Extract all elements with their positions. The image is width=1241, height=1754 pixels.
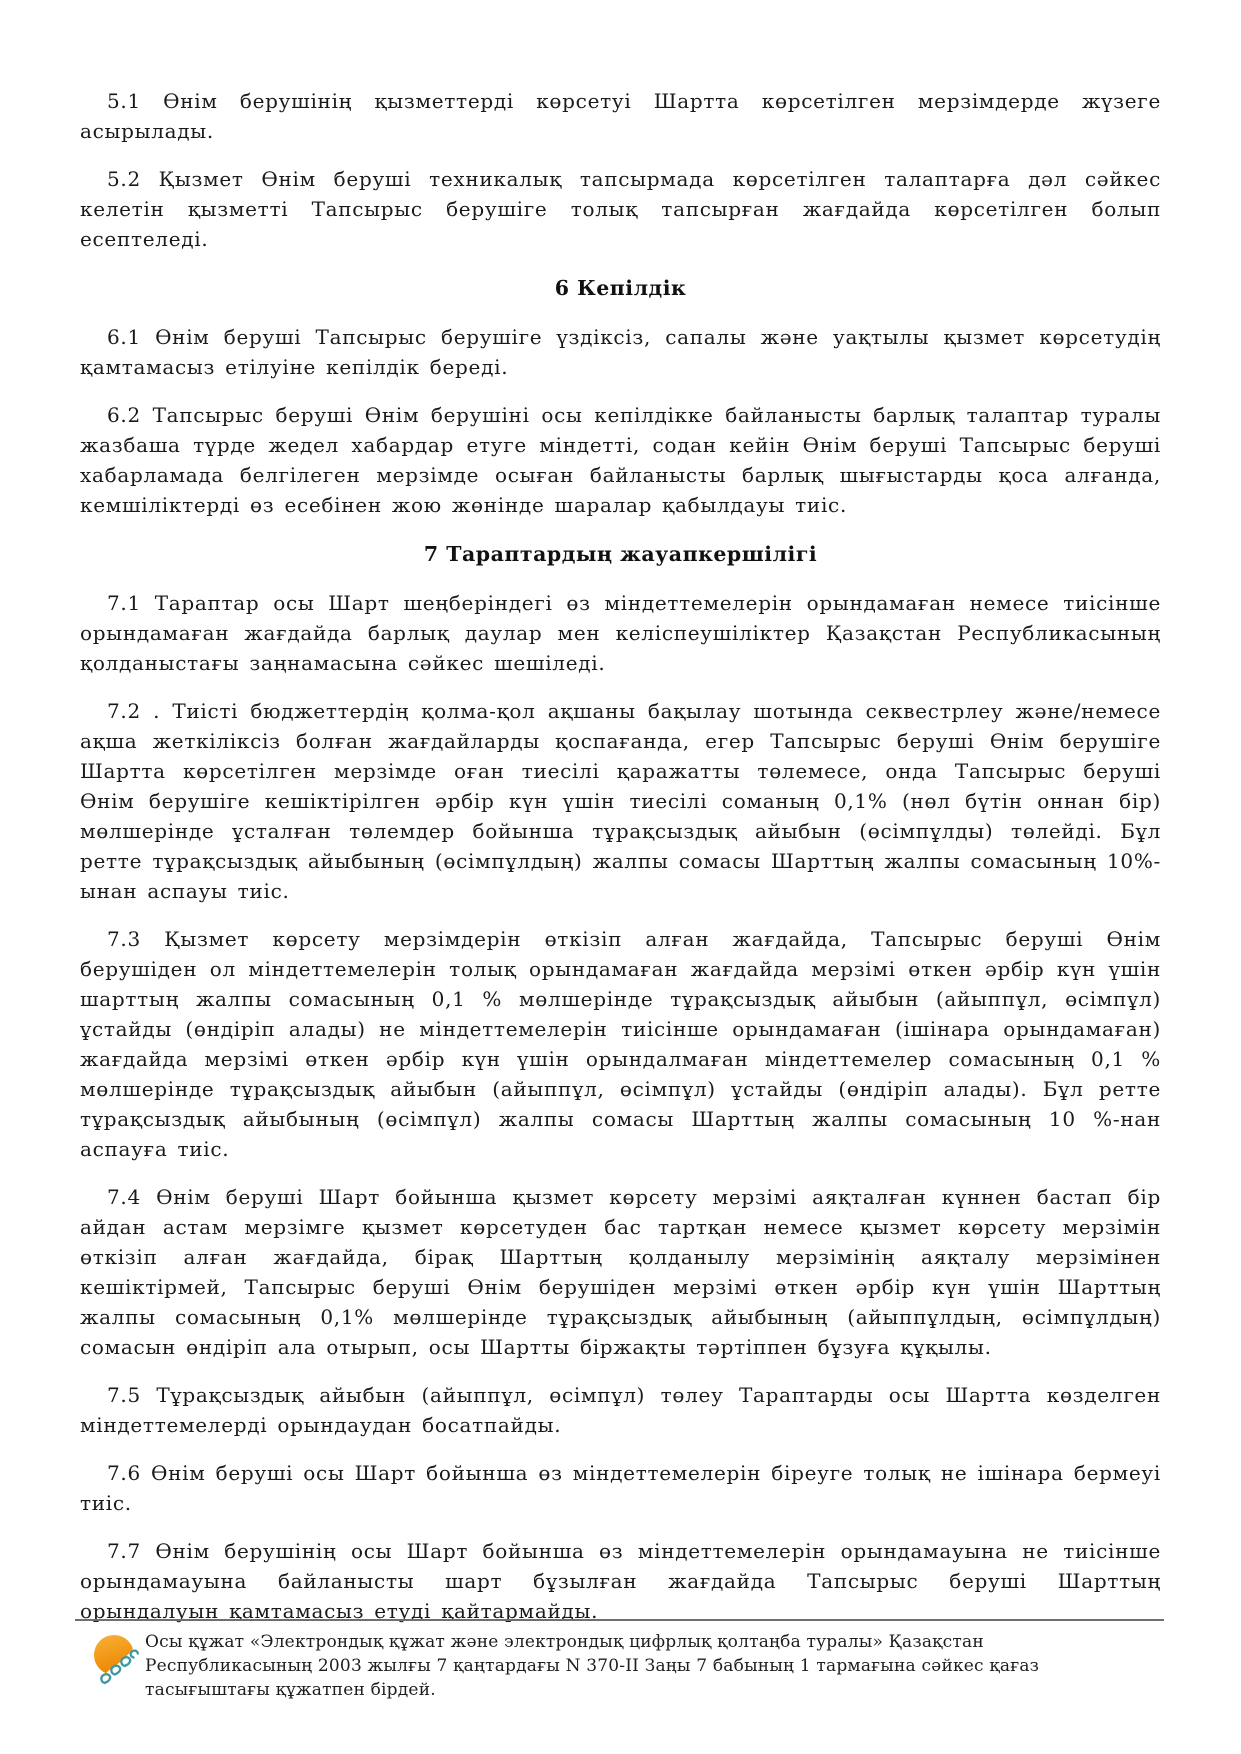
footer-note — [145, 1630, 1040, 1702]
document-body — [80, 86, 1161, 1644]
paragraph: 7.7 Өнім берушінің осы Шарт бойынша өз міндеттемелерін орындамауына не тиісінше орындамауына байланысты шарт бұзылған жағдайда Тапсырыс беруші Шарттың орындалуын қамтамасыз етуді қайтармайды. — [80, 1539, 1161, 1623]
footer-note-line: Осы құжат «Электрондық құжат және электрондық цифрлық қолтаңба туралы» Қазақстан — [145, 1632, 984, 1652]
paragraph: 7.3 Қызмет көрсету мерзімдерін өткізіп алған жағдайда, Тапсырыс беруші Өнім берушіден ол міндеттемелерін толық орындамаған жағдайда мерзімі өткен әрбір күн үшін шарттың жалпы сомасының 0,1 % мөлшерінде тұрақсыздық айыбын (айыппұл, өсімпұл) ұстайды (өндіріп алады) не міндеттемелерін тиісінше орындамаған (ішінара орындамаған) жағдайда мерзімі өткен әрбір күн үшін орындалмаған міндеттемелер сомасының 0,1 % мөлшерінде тұрақсыздық айыбын (айыппұл, өсімпұл) ұстайды (өндіріп алады). Бұл ретте тұрақсыздық айыбының (өсімпұл) жалпы сомасы Шарттың жалпы сомасының 10 %-нан аспауға тиіс. — [80, 927, 1161, 1161]
section-heading: 6 Кепілдік — [554, 276, 687, 300]
egov-stamp-icon — [93, 1634, 139, 1688]
paragraph: 7.6 Өнім беруші осы Шарт бойынша өз міндеттемелерін біреуге толық не ішінара бермеуі тиіс. — [80, 1461, 1161, 1515]
paragraph: 5.2 Қызмет Өнім беруші техникалық тапсырмада көрсетілген талаптарға дәл сәйкес келетін қызметті Тапсырыс берушіге толық тапсырған жағдайда көрсетілген болып есептеледі. — [80, 167, 1161, 251]
paragraph: 5.1 Өнім берушінің қызметтерді көрсетуі Шартта көрсетілген мерзімдерде жүзеге асырылады. — [80, 89, 1161, 143]
section-heading: 7 Тараптардың жауапкершілігі — [423, 542, 818, 566]
paragraph: 7.4 Өнім беруші Шарт бойынша қызмет көрсету мерзімі аяқталған күннен бастап бір айдан астам мерзімге қызмет көрсетуден бас тартқан немесе қызмет көрсету мерзімін өткізіп алған жағдайда, бірақ Шарттың қолданылу мерзімінің аяқталу мерзімінен кешіктірмей, Тапсырыс беруші Өнім берушіден мерзімі өткен әрбір күн үшін Шарттың жалпы сомасының 0,1% мөлшерінде тұрақсыздық айыбының (айыппұлдың, өсімпұлдың) сомасын өндіріп ала отырып, осы Шартты біржақты тәртіппен бұзуға құқылы. — [80, 1185, 1161, 1359]
footer-note-line: Республикасының 2003 жылғы 7 қаңтардағы N 370-II Заңы 7 бабының 1 тармағына сәйкес қағаз — [145, 1656, 1040, 1676]
footer-divider — [75, 1619, 1164, 1621]
footer-note-line: тасығыштағы құжатпен бірдей. — [145, 1680, 436, 1700]
footer — [75, 1619, 1164, 1702]
paragraph: 7.2 . Тиісті бюджеттердің қолма-қол ақшаны бақылау шотында секвестрлеу және/немесе ақша жеткіліксіз болған жағдайларды қоспағанда, егер Тапсырыс беруші Өнім берушіге Шартта көрсетілген мерзімде оған тиесілі қаражатты төлемесе, онда Тапсырыс беруші Өнім берушіге кешіктірілген әрбір күн үшін тиесілі соманың 0,1% (нөл бүтін оннан бір) мөлшерінде ұсталған төлемдер бойынша тұрақсыздық айыбын (өсімпұлды) төлейді. Бұл ретте тұрақсыздық айыбының (өсімпұлдың) жалпы сомасы Шарттың жалпы сомасының 10%-ынан аспауы тиіс. — [80, 699, 1161, 903]
paragraph: 6.1 Өнім беруші Тапсырыс берушіге үздіксіз, сапалы және уақтылы қызмет көрсетудің қамтамасыз етілуіне кепілдік береді. — [80, 325, 1161, 379]
paragraph: 7.1 Тараптар осы Шарт шеңберіндегі өз міндеттемелерін орындамаған немесе тиісінше орындамаған жағдайда барлық даулар мен келіспеушіліктер Қазақстан Республикасының қолданыстағы заңнамасына сәйкес шешіледі. — [80, 591, 1161, 675]
paragraph: 7.5 Тұрақсыздық айыбын (айыппұл, өсімпұл) төлеу Тараптарды осы Шартта көзделген міндеттемелерді орындаудан босатпайды. — [80, 1383, 1161, 1437]
footer-row — [75, 1630, 1164, 1702]
paragraph: 6.2 Тапсырыс беруші Өнім берушіні осы кепілдікке байланысты барлық талаптар туралы жазбаша түрде жедел хабардар етуге міндетті, содан кейін Өнім беруші Тапсырыс беруші хабарламада белгілеген мерзімде осыған байланысты барлық шығыстарды қоса алғанда, кемшіліктерді өз есебінен жою жөнінде шаралар қабылдауы тиіс. — [80, 403, 1161, 517]
